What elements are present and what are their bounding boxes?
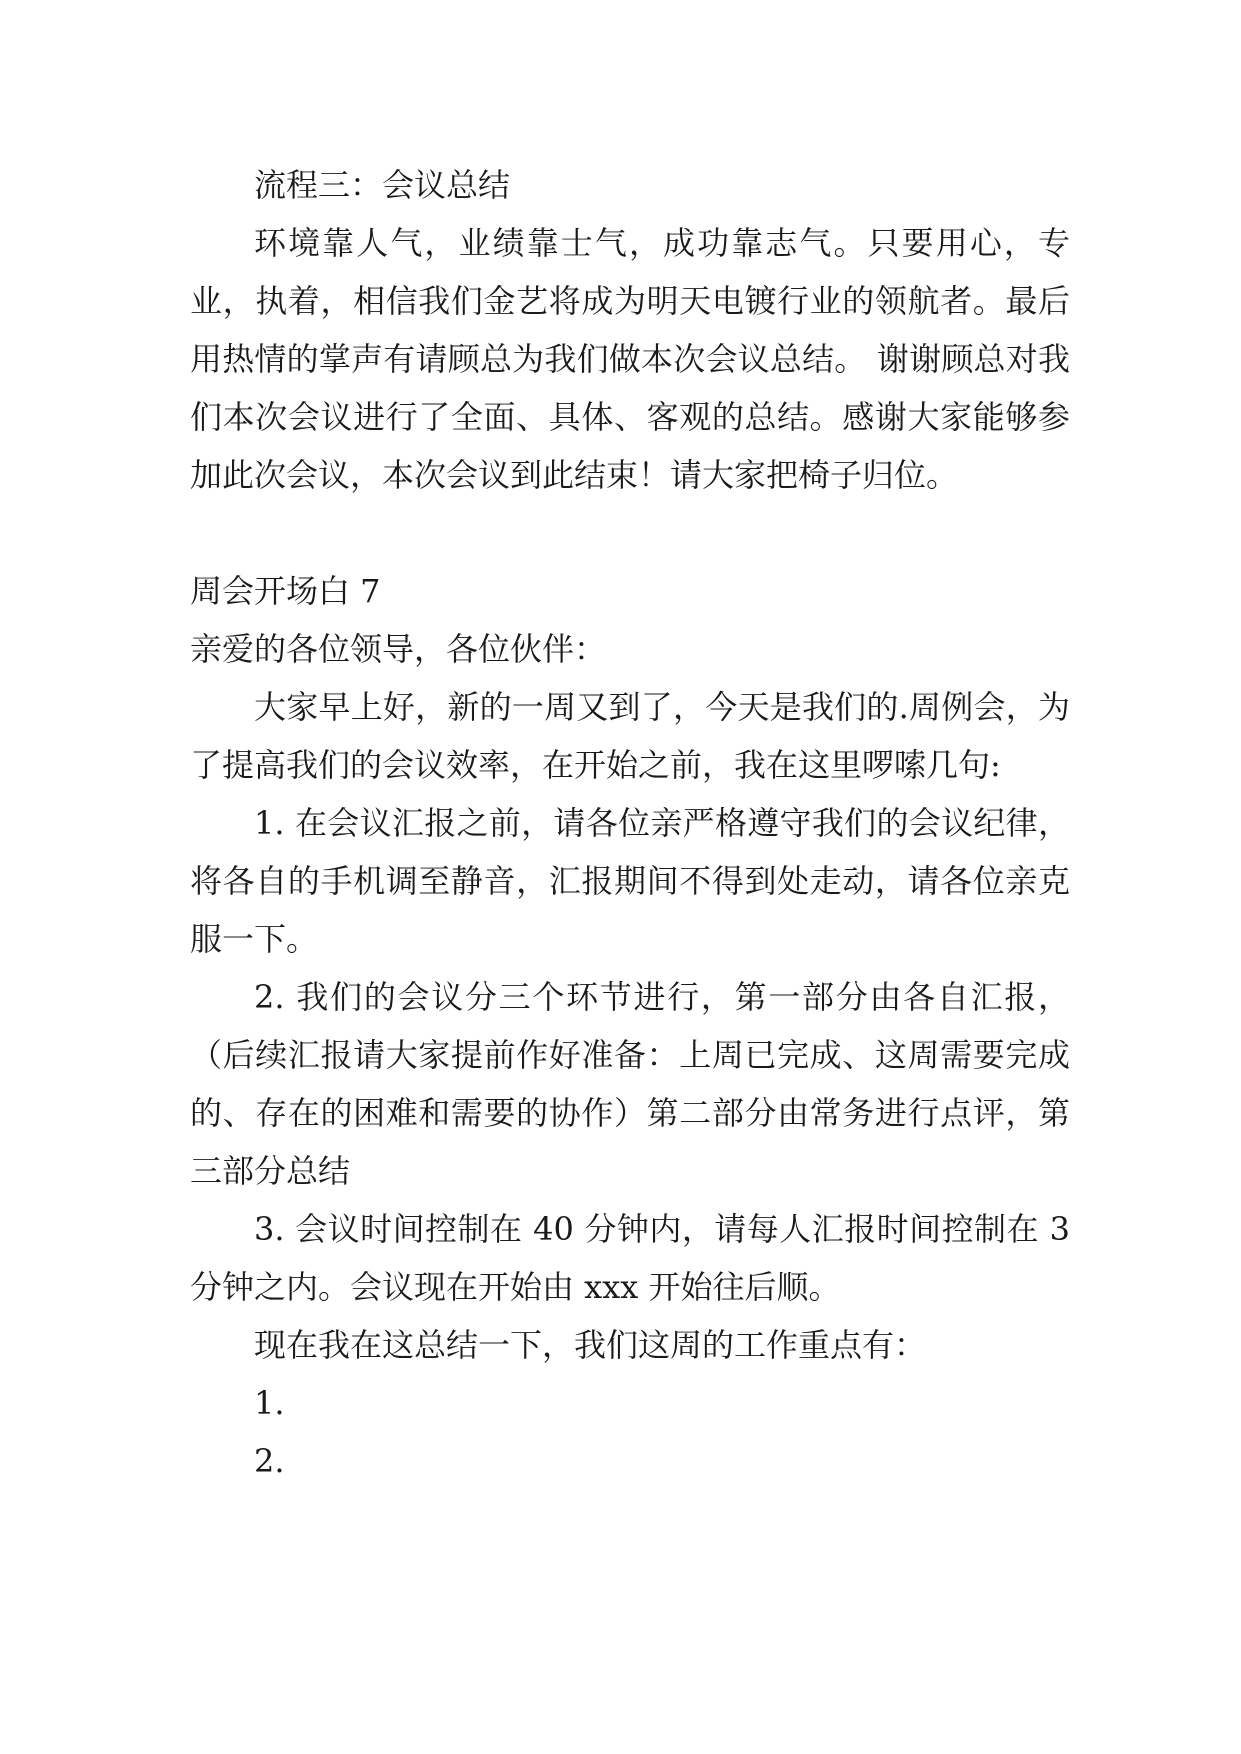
focus-item-2: 2. bbox=[254, 1442, 285, 1480]
document-body bbox=[190, 156, 1070, 1490]
section7-title: 周会开场白 7 bbox=[190, 572, 381, 610]
rule-item-3: 3. 会议时间控制在 40 分钟内，请每人汇报时间控制在 3 分钟之内。会议现在开始由 xxx 开始往后顺。 bbox=[190, 1210, 1070, 1306]
section7-greeting: 亲爱的各位领导，各位伙伴： bbox=[190, 630, 607, 668]
section3-paragraph: 环境靠人气，业绩靠士气，成功靠志气。只要用心，专业，执着，相信我们金艺将成为明天电镀行业的领航者。最后用热情的掌声有请顾总为我们做本次会议总结。 谢谢顾总对我们本次会议进行了全面、具体、客观的总结。感谢大家能够参加此次会议，本次会议到此结束！请大家把椅子归位。 bbox=[190, 224, 1070, 494]
section7-intro: 大家早上好，新的一周又到了，今天是我们的.周例会，为了提高我们的会议效率，在开始之前，我在这里啰嗦几句: bbox=[190, 688, 1070, 784]
rule-item-2: 2. 我们的会议分三个环节进行，第一部分由各自汇报，（后续汇报请大家提前作好准备：上周已完成、这周需要完成的、存在的困难和需要的协作）第二部分由常务进行点评，第三部分总结 bbox=[190, 978, 1070, 1190]
section-spacer bbox=[190, 504, 1070, 562]
rule-item-1: 1. 在会议汇报之前，请各位亲严格遵守我们的会议纪律，将各自的手机调至静音，汇报期间不得到处走动，请各位亲克服一下。 bbox=[190, 804, 1070, 958]
focus-item-1: 1. bbox=[254, 1384, 285, 1422]
section3-heading: 流程三：会议总结 bbox=[254, 166, 511, 204]
summary-intro: 现在我在这总结一下，我们这周的工作重点有： bbox=[254, 1326, 927, 1364]
